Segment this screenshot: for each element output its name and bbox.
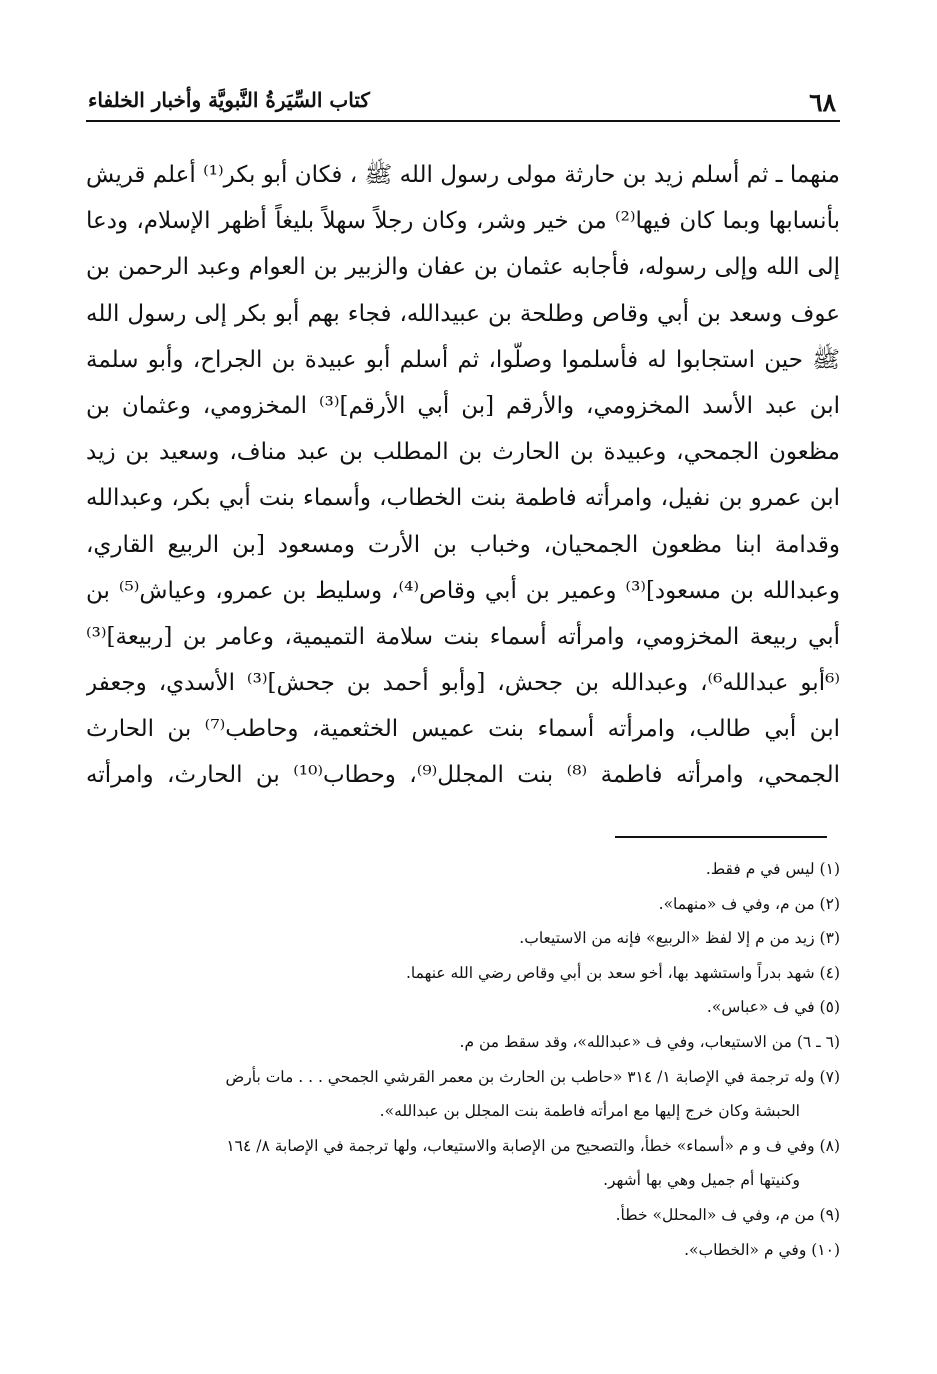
footnote: (٦ ـ ٦) من الاستيعاب، وفي ف «عبدالله»، وقد سقط من م. bbox=[459, 1032, 840, 1051]
text-line: ابن عمرو بن نفيل، وامرأته فاطمة بنت الخطاب، وأسماء بنت أبي بكر، وعبدالله bbox=[86, 485, 840, 512]
footnote-continuation: الحبشة وكان خرج إليها مع امرأته فاطمة بنت المجلل بن عبدالله». bbox=[379, 1102, 800, 1121]
text-line: بأنسابها وبما كان فيها⁽²⁾ من خير وشر، وكان رجلاً سهلاً بليغاً أظهر الإسلام، ودعا bbox=[86, 208, 840, 235]
footnote: (٤) شهد بدراً واستشهد بها، أخو سعد بن أبي وقاص رضي الله عنهما. bbox=[405, 963, 840, 982]
footnote: (٩) من م، وفي ف «المحلل» خطأ. bbox=[615, 1205, 840, 1224]
text-line: عوف وسعد بن أبي وقاص وطلحة بن عبيدالله، فجاء بهم أبو بكر إلى رسول الله bbox=[86, 300, 840, 327]
text-line: منهما ـ ثم أسلم زيد بن حارثة مولى رسول الله ﷺ ، فكان أبو بكر⁽¹⁾ أعلم قريش bbox=[86, 162, 840, 188]
page-number: ٦٨ bbox=[809, 88, 836, 117]
text-line: أبي ربيعة المخزومي، وامرأته أسماء بنت سلامة التميمية، وعامر بن [ربيعة]⁽³⁾ bbox=[86, 623, 840, 650]
footnote-continuation: وكنيتها أم جميل وهي بها أشهر. bbox=[603, 1171, 800, 1190]
text-line: وقدامة ابنا مظعون الجمحيان، وخباب بن الأرت ومسعود [بن الربيع القاري، bbox=[86, 531, 840, 558]
main-text bbox=[86, 152, 840, 799]
footnote: (١) ليس في م فقط. bbox=[705, 860, 840, 878]
text-line: الجمحي، وامرأته فاطمة ⁽⁸⁾ بنت المجلل⁽⁹⁾، وحطاب⁽¹⁰⁾ بن الحارث، وامرأته bbox=[86, 762, 840, 789]
text-line: وعبدالله بن مسعود]⁽³⁾ وعمير بن أبي وقاص⁽⁴⁾، وسليط بن عمرو، وعياش⁽⁵⁾ بن bbox=[86, 577, 840, 604]
footnote: (٢) من م، وفي ف «منهما». bbox=[658, 894, 840, 913]
footnotes bbox=[80, 852, 840, 1267]
text-line: إلى الله وإلى رسوله، فأجابه عثمان بن عفان والزبير بن العوام وعبد الرحمن بن bbox=[86, 254, 840, 281]
running-title: كتاب السِّيَرةُ النَّبويَّة وأخبار الخلفاء bbox=[88, 88, 370, 112]
text-line: ابن أبي طالب، وامرأته أسماء بنت عميس الخثعمية، وحاطب⁽⁷⁾ بن الحارث bbox=[86, 716, 840, 743]
text-line: ابن عبد الأسد المخزومي، والأرقم [بن أبي الأرقم]⁽³⁾ المخزومي، وعثمان بن bbox=[86, 392, 840, 419]
text-line: ⁽⁶أبو عبدالله⁶⁾، وعبدالله بن جحش، [وأبو أحمد بن جحش]⁽³⁾ الأسدي، وجعفر bbox=[86, 670, 840, 697]
footnote: (٣) زيد من م إلا لفظ «الربيع» فإنه من الاستيعاب. bbox=[519, 929, 840, 948]
footnote-divider bbox=[615, 836, 827, 838]
footnote: (٨) وفي ف و م «أسماء» خطأ، والتصحيح من الإصابة والاستيعاب، ولها ترجمة في الإصابة ٨/ ١٦٤ bbox=[226, 1136, 840, 1155]
page-header bbox=[86, 82, 840, 122]
footnote: (٧) وله ترجمة في الإصابة ١/ ٣١٤ «حاطب بن الحارث بن معمر القرشي الجمحي . . . مات بأرض bbox=[225, 1067, 840, 1086]
footnote: (٥) في ف «عباس». bbox=[706, 998, 840, 1017]
text-line: ﷺ حين استجابوا له فأسلموا وصلّوا، ثم أسلم أبو عبيدة بن الجراح، وأبو سلمة bbox=[86, 346, 840, 373]
text-line: مظعون الجمحي، وعبيدة بن الحارث بن المطلب بن عبد مناف، وسعيد بن زيد bbox=[86, 439, 840, 466]
footnote: (١٠) وفي م «الخطاب». bbox=[684, 1240, 840, 1259]
